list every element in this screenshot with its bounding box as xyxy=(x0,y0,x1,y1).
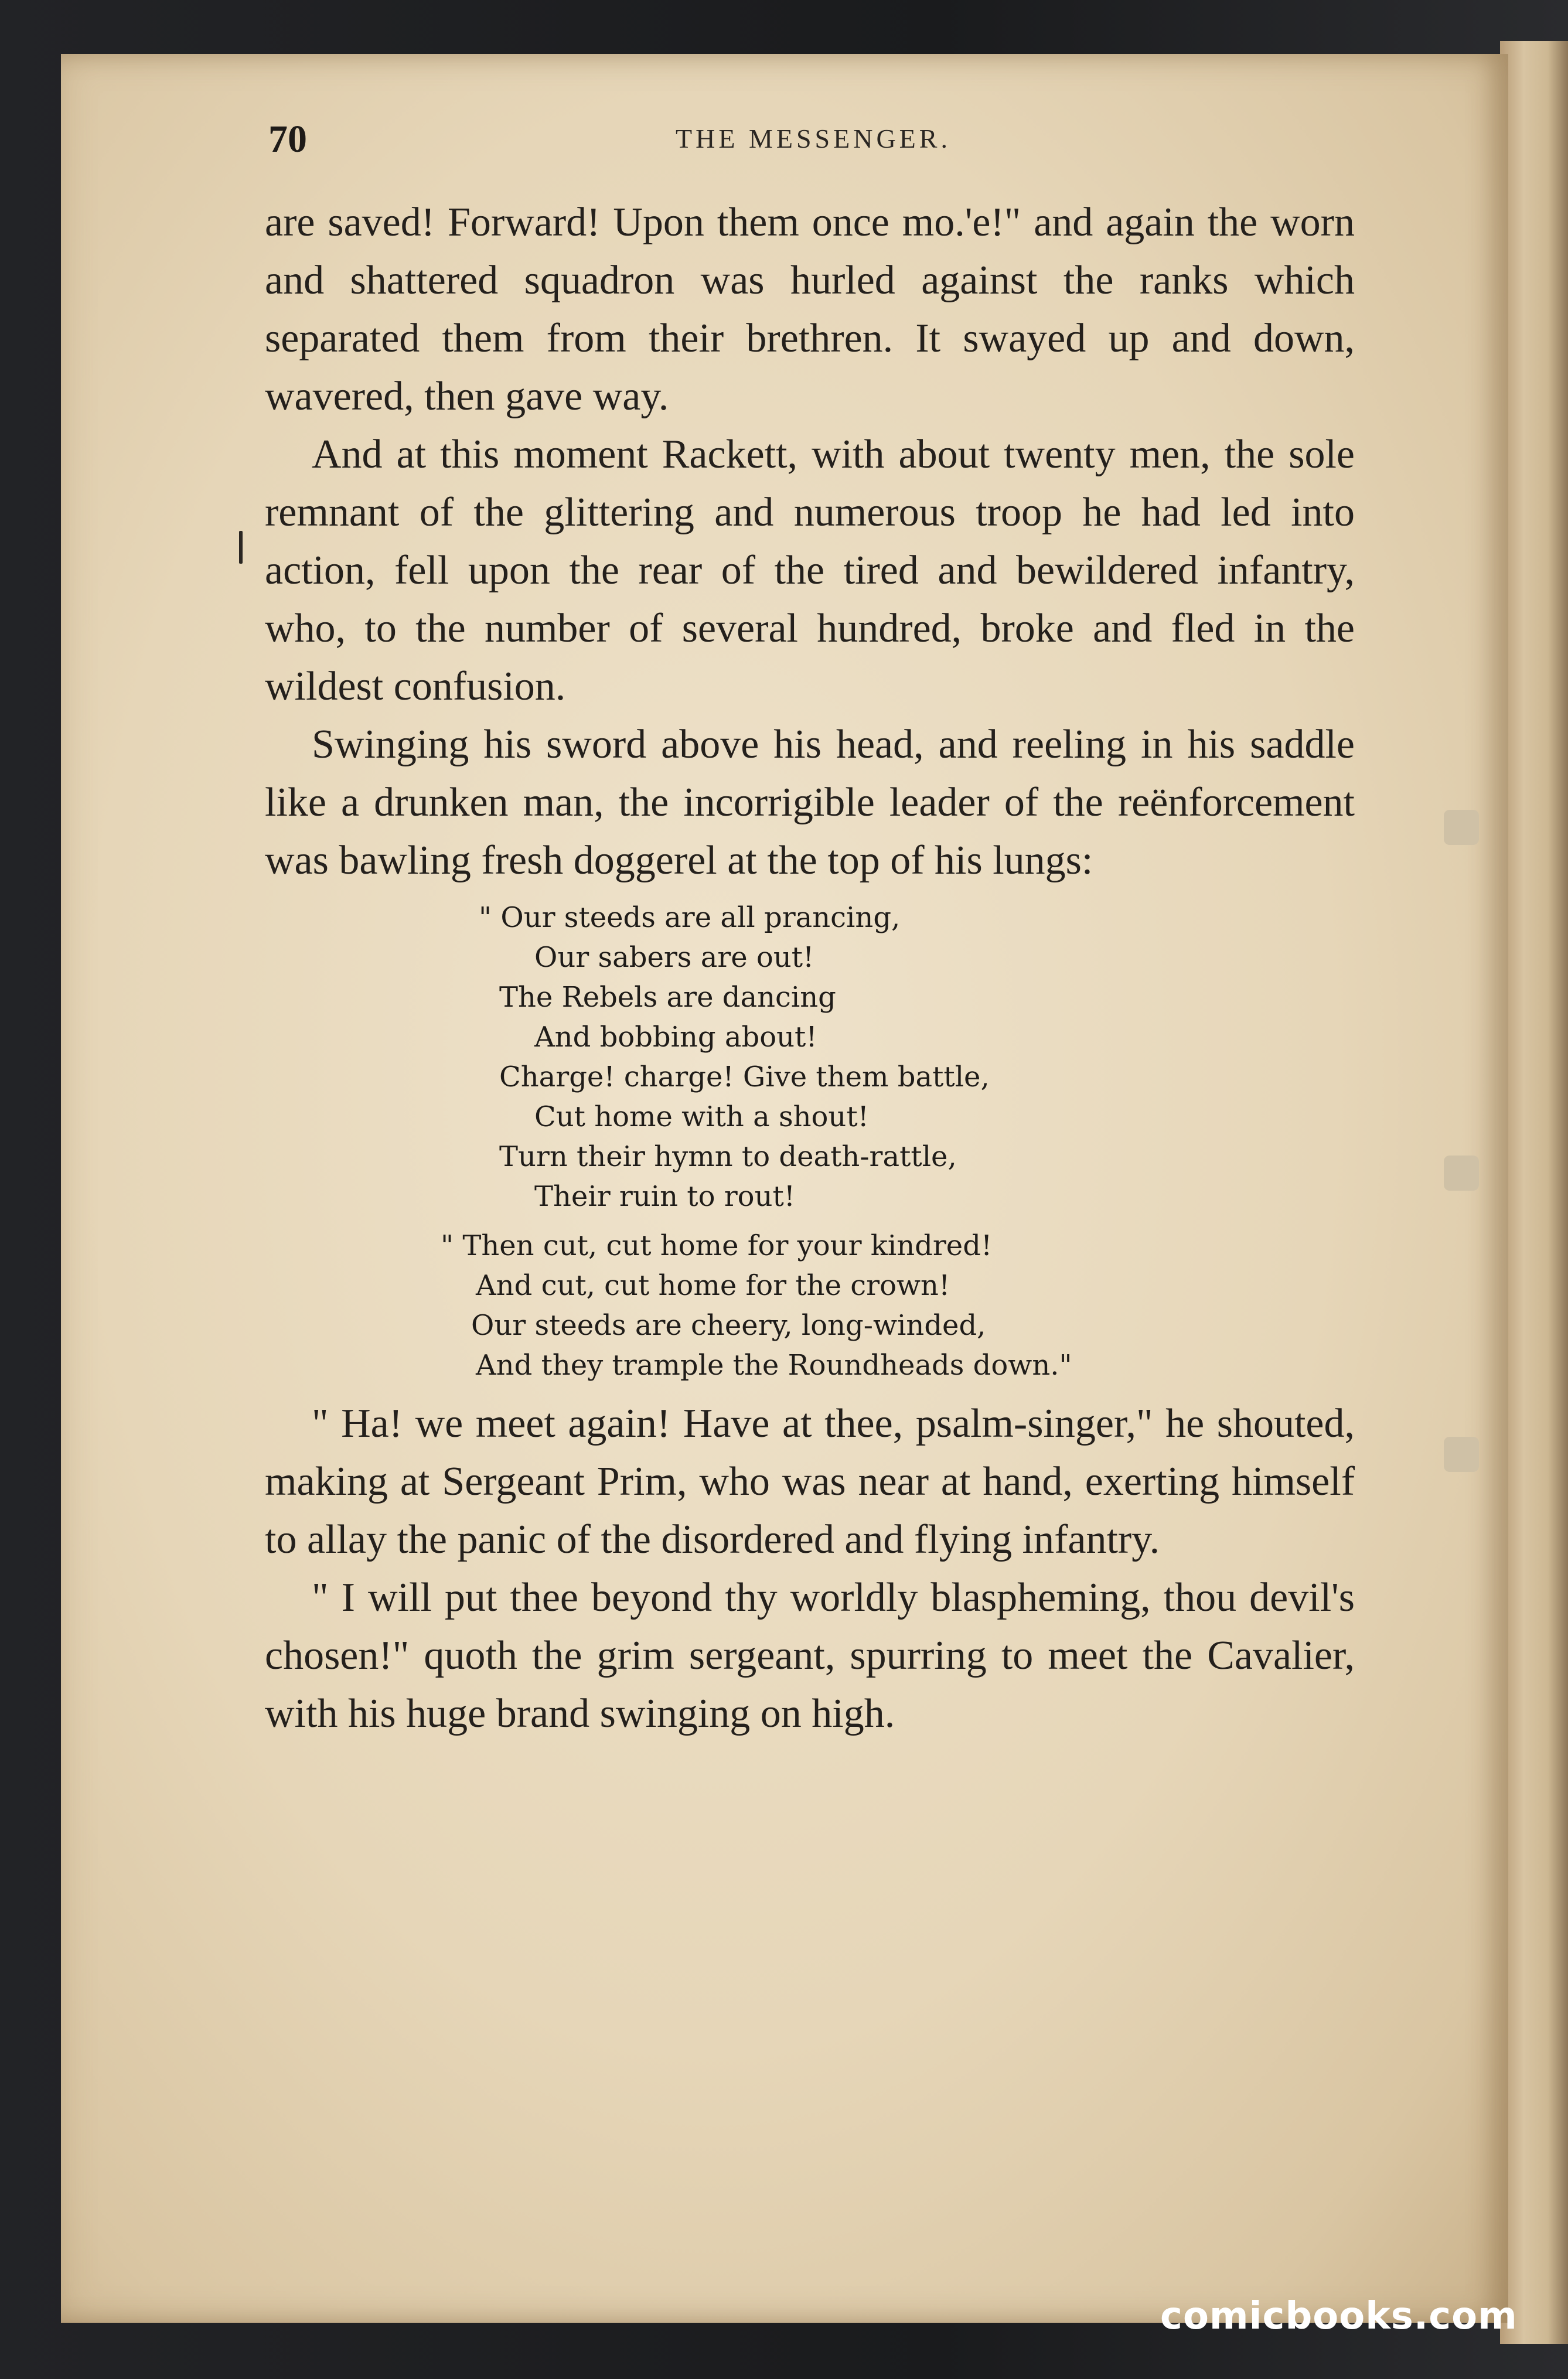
verse-line: Our sabers are out! xyxy=(534,941,814,974)
paragraph: " Ha! we meet again! Have at thee, psalm-singer," he shouted, making at Sergeant Prim, who was near at hand, exerting himself to allay the panic of the disordered and flying infantry. xyxy=(265,1401,1355,1562)
verse-line: Charge! charge! Give them battle, xyxy=(499,1061,990,1093)
verse-line: Our steeds are cheery, long-winded, xyxy=(471,1309,986,1342)
paragraph: " I will put thee beyond thy worldly blaspheming, thou devil's chosen!" quoth the grim sergeant, spurring to meet the Cavalier, with his huge brand swinging on high. xyxy=(265,1575,1355,1736)
verse-block xyxy=(265,898,1355,1385)
page-body xyxy=(265,193,1355,1743)
adjacent-page-edge xyxy=(1500,41,1568,2344)
binding-stitch xyxy=(1444,1437,1479,1472)
verse-line: Turn their hymn to death-rattle, xyxy=(499,1140,957,1173)
binding-stitch xyxy=(1444,1156,1479,1191)
verse-line: And bobbing about! xyxy=(534,1021,817,1054)
running-head: THE MESSENGER. xyxy=(676,124,951,154)
site-watermark: comicbooks.com xyxy=(1160,2295,1518,2338)
verse-line: " Then cut, cut home for your kindred! xyxy=(441,1229,993,1262)
verse-stanza xyxy=(265,1226,1355,1385)
page-number: 70 xyxy=(268,118,307,161)
verse-line: The Rebels are dancing xyxy=(499,981,836,1014)
paragraph: And at this moment Rackett, with about twenty men, the sole remnant of the glittering and numerous troop he had led into action, fell upon the rear of the tired and bewildered infantry, who, to the number of several hundred, broke and fled in the wildest confusion. xyxy=(265,432,1355,709)
margin-mark xyxy=(239,531,243,564)
page-header xyxy=(268,117,1358,164)
paragraph: Swinging his sword above his head, and reeling in his saddle like a drunken man, the incorrigible leader of the reënforcement was bawling fresh doggerel at the top of his lungs: xyxy=(265,722,1355,883)
paragraph: are saved! Forward! Upon them once mo.'e!" and again the worn and shattered squadron was hurled against the ranks which separated them from their brethren. It swayed up and down, wavered, then gave way. xyxy=(265,200,1355,419)
verse-line: " Our steeds are all prancing, xyxy=(479,901,901,934)
verse-stanza xyxy=(265,898,1355,1216)
verse-line: And cut, cut home for the crown! xyxy=(476,1269,950,1302)
verse-line: And they trample the Roundheads down." xyxy=(476,1349,1072,1382)
verse-line: Cut home with a shout! xyxy=(534,1100,869,1133)
verse-line: Their ruin to rout! xyxy=(534,1180,796,1213)
binding-stitch xyxy=(1444,810,1479,845)
